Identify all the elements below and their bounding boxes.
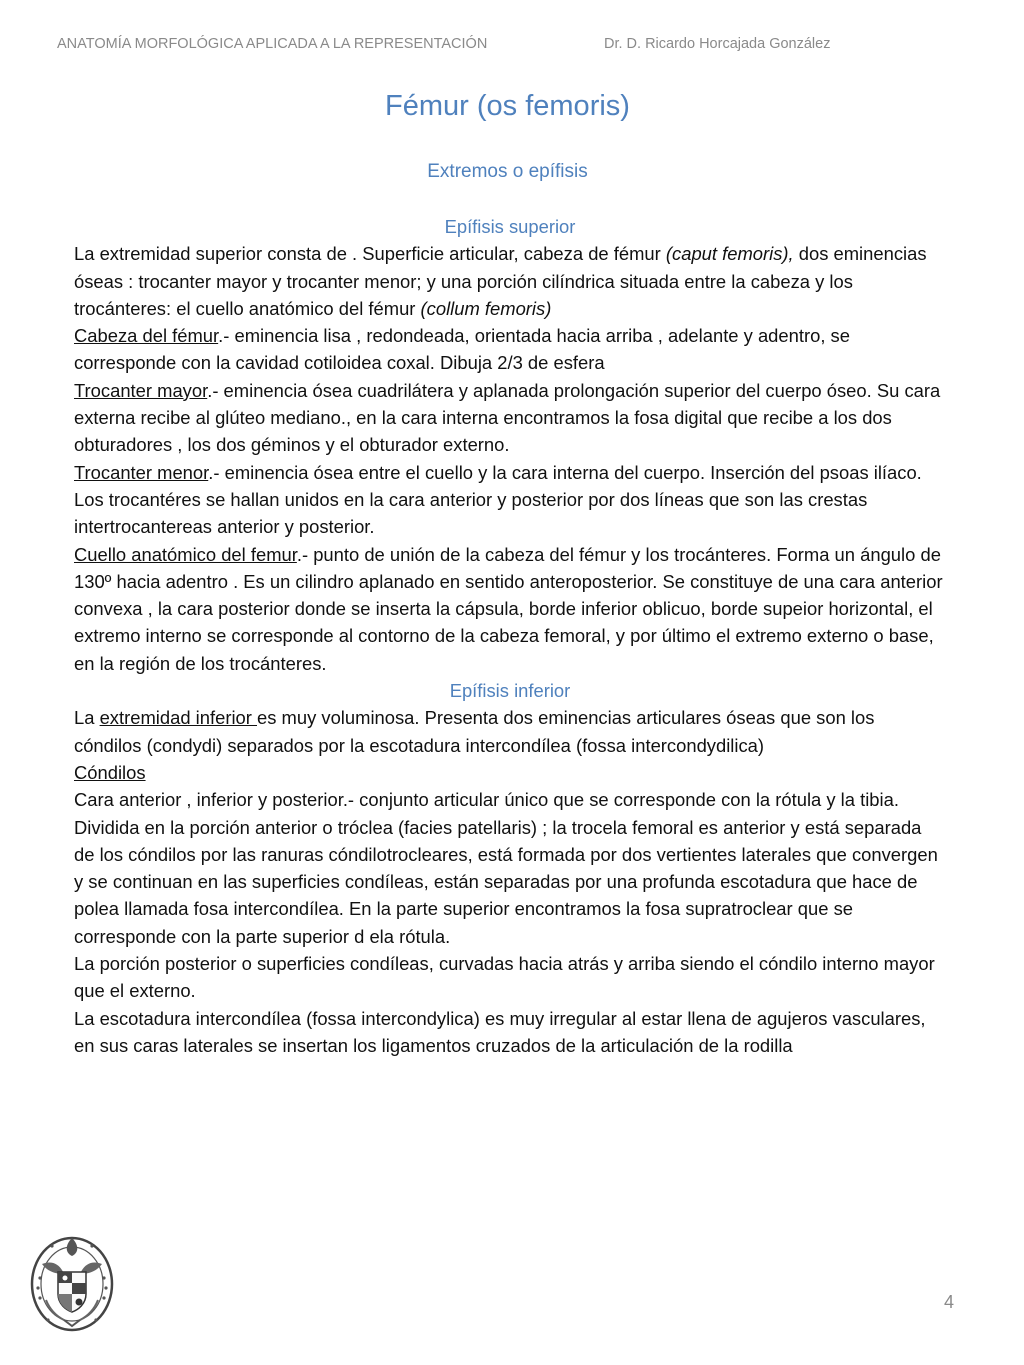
page-header bbox=[0, 36, 1024, 56]
condilos-heading: Cóndilos bbox=[74, 761, 146, 783]
text-run: .- eminencia ósea cuadrilátera y aplanada prolongación superior del cuerpo óseo. Su cara externa recibe al glúteo mediano., en la cara interna encontramos la fosa digital que recibe a los dos obturadores , los dos géminos y el obturador externo. bbox=[74, 379, 941, 456]
paragraph-cabeza bbox=[74, 322, 946, 377]
paragraph-condilos-1: Cara anterior , inferior y posterior.- conjunto articular único que se corresponde con la rótula y la tibia. Dividida en la porción anterior o tróclea (facies patellaris) ; la trocela femoral es anterior y está separada de los cóndilos por las ranuras cóndilotrocleares, está formada por dos vertientes laterales que convergen y se continuan en las superficies condíleas, están separadas por una profunda escotadura que hace de polea llamada fosa intercondílea. En la parte superior encontramos la fosa supratroclear que se corresponde con la parte superior d ela rótula. bbox=[74, 789, 938, 947]
underlined-term: extremidad inferior bbox=[99, 707, 257, 729]
section-heading-superior: Epífisis superior bbox=[444, 216, 576, 237]
paragraph-condilos-3: La escotadura intercondílea (fossa intercondylica) es muy irregular al estar llena de agujeros vasculares, en sus caras laterales se insertan los ligamentos cruzados de la articulación de la rodilla bbox=[74, 1007, 926, 1056]
page-subtitle: Extremos o epífisis bbox=[427, 161, 588, 182]
paragraph-trocanter-menor bbox=[74, 459, 946, 541]
header-author: Dr. D. Ricardo Horcajada González bbox=[604, 36, 831, 52]
paragraph-trocanter-mayor bbox=[74, 377, 946, 459]
text-run: .- eminencia ósea entre el cuello y la cara interna del cuerpo. Inserción del psoas ilíaco. Los trocantéres se hallan unidos en la cara anterior y posterior por dos líneas que son las crestas intertrocantereas anterior y posterior. bbox=[74, 461, 922, 538]
paragraph-inferior-intro bbox=[74, 704, 946, 759]
paragraph-superior-intro bbox=[74, 240, 946, 322]
text-run: dos eminencias óseas : trocanter mayor y trocanter menor; y una porción cilíndrica situada entre la cabeza y los trocánteres: el cuello anatómico del fémur bbox=[74, 243, 927, 319]
page-number: 4 bbox=[944, 1292, 955, 1312]
header-course-title: ANATOMÍA MORFOLÓGICA APLICADA A LA REPRESENTACIÓN bbox=[57, 36, 488, 52]
text-run: .- eminencia lisa , redondeada, orientada hacia arriba , adelante y adentro, se corresponde con la cavidad cotiloidea coxal. Dibuja 2/3 de esfera bbox=[74, 325, 850, 374]
underlined-term: Cuello anatómico del femur bbox=[74, 543, 297, 565]
text-run: La extremidad superior consta de . Superficie articular, cabeza de fémur bbox=[74, 243, 666, 265]
paragraph-condilos-2: La porción posterior o superficies condíleas, curvadas hacia atrás y arriba siendo el cóndilo interno mayor que el externo. bbox=[74, 953, 935, 1002]
text-run: .- punto de unión de la cabeza del fémur y los trocánteres. Forma un ángulo de 130º hacia adentro . Es un cilindro aplanado en sentido anteroposterior. Se constituye de una cara anterior convexa , la cara posterior donde se inserta la cápsula, borde inferior oblicuo, borde supeior horizontal, el extremo interno se corresponde al contorno de la cabeza femoral, y por último el extremo externo o base, en la región de los trocánteres. bbox=[74, 543, 943, 674]
document-body bbox=[74, 213, 946, 1059]
italic-term: (caput femoris), bbox=[665, 243, 794, 265]
university-seal-icon bbox=[28, 1230, 116, 1334]
underlined-term: Trocanter menor bbox=[74, 461, 209, 483]
page-title: Fémur (os femoris) bbox=[385, 90, 630, 122]
italic-term: (collum femoris) bbox=[420, 297, 552, 319]
paragraph-cuello bbox=[74, 541, 946, 677]
underlined-term: Trocanter mayor bbox=[74, 379, 208, 401]
underlined-term: Cabeza del fémur bbox=[74, 325, 219, 347]
text-run: La bbox=[74, 707, 100, 729]
seal-graphic bbox=[28, 1230, 116, 1334]
text-run: es muy voluminosa. Presenta dos eminencias articulares óseas que son los cóndilos (condydi) separados por la escotadura intercondílea (fossa intercondydilica) bbox=[74, 707, 875, 756]
section-heading-inferior: Epífisis inferior bbox=[449, 680, 571, 702]
